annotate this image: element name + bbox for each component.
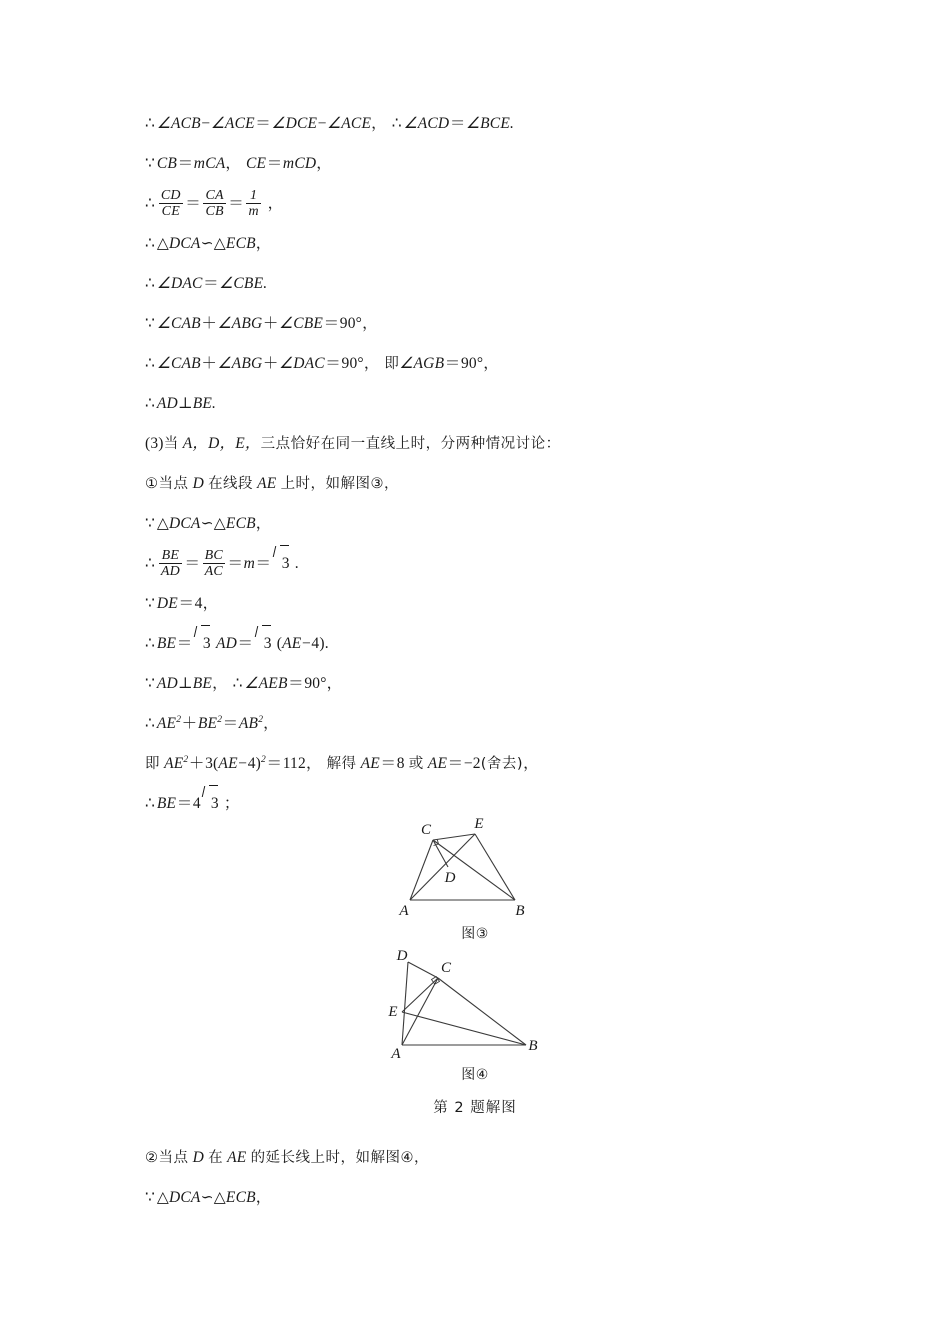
therefore-symbol-2: ∴ — [391, 115, 402, 132]
ae-solution-2: −2 — [463, 755, 481, 772]
vertex-label-C: C — [440, 960, 452, 976]
vertex-label-B: B — [515, 903, 525, 917]
therefore-symbol-8: ∴ — [145, 555, 155, 572]
rejected-cn: (舍去) — [480, 756, 524, 772]
case1-cn-2: 在线段 — [208, 476, 254, 492]
be-final-coeff: 4 — [192, 795, 201, 812]
figure-4-diagram — [380, 950, 570, 1060]
solution-text-bottom — [145, 1138, 815, 1218]
part3-heading-vars: A，D，E， — [182, 435, 261, 452]
fraction-bc-ac: $\frac{BC}{AC}$ — [204, 547, 223, 580]
case1-heading — [145, 464, 815, 504]
therefore-symbol: ∴ — [145, 115, 155, 132]
case2-heading — [145, 1138, 815, 1178]
proof-line-7: ∴ ∠CAB＋∠ABG＋∠DAC＝90°， 即∠AGB＝90°， — [145, 355, 500, 372]
coefficient-3: 3 — [205, 755, 214, 772]
segment-EB — [402, 1012, 526, 1045]
because-symbol-5: ∵ — [145, 675, 155, 692]
figure-4-caption: 图④ — [461, 1067, 489, 1083]
therefore-symbol-10: ∴ — [232, 675, 243, 692]
case2-var-d: D — [192, 1149, 204, 1166]
therefore-symbol-5: ∴ — [145, 275, 155, 292]
figure-group-label: 第 2 题解图 — [433, 1100, 517, 1116]
case1-line-similar: ∵ △DCA∽△ECB， — [145, 515, 273, 532]
segment-CD — [433, 840, 448, 867]
vertex-label-A: A — [391, 1046, 401, 1060]
proof-line-8: ∴ AD⊥BE. — [145, 395, 217, 412]
because-symbol-3: ∵ — [145, 515, 155, 532]
vertex-label-E: E — [474, 816, 484, 832]
proof-line-2: ∵ CB＝mCA， CE＝mCD， — [145, 155, 333, 172]
segment-AE — [410, 834, 475, 900]
case1-cn-3: 上时，如解图③， — [280, 476, 400, 492]
sqrt-3: 3 — [273, 544, 290, 584]
case2-cn-2: 在 — [208, 1150, 224, 1166]
because-symbol: ∵ — [145, 155, 155, 172]
or-cn: 或 — [408, 756, 424, 772]
proof-line-1: ∴ ∠ACB−∠ACE＝∠DCE−∠ACE， ∴ ∠ACD＝∠BCE. — [145, 115, 515, 132]
m-variable: m — [243, 555, 256, 572]
case1-line-equation: 即 $AE^2+3(AE-4)^2=112$， 解得 AE＝8 或 AE＝−2(舍去)， — [145, 754, 540, 772]
part3-heading-cn-2: 三点恰好在同一直线上时，分两种情况讨论： — [260, 436, 561, 452]
case1-line-be-expr: ∴ BE＝ 3 AD＝ 3 (AE−4). — [145, 624, 815, 664]
case1-line-pythagoras: ∴ $AE^2+BE^2=AB^2$， — [145, 714, 280, 732]
case2-var-ae: AE — [227, 1149, 247, 1166]
vertex-label-B: B — [528, 1038, 538, 1054]
case2-cn-1: 当点 — [158, 1150, 189, 1166]
fraction-ca-cb: $\frac{CA}{CB}$ — [205, 187, 224, 220]
proof-line-4-similarity: ∴ △DCA∽△ECB， — [145, 235, 273, 252]
case2-cn-3: 的延长线上时，如解图④， — [250, 1150, 430, 1166]
segment-EB — [475, 834, 515, 900]
figure-4-block — [0, 950, 950, 1084]
case1-var-d: D — [192, 475, 204, 492]
angle-90-value: 90° — [304, 675, 327, 692]
ae-solution-1: 8 — [396, 755, 405, 772]
sqrt-3-c: 3 — [255, 624, 272, 664]
therefore-symbol-4: ∴ — [145, 235, 155, 252]
segment-CE — [433, 834, 475, 840]
fraction-cd-ce: $\frac{CD}{CE}$ — [160, 187, 181, 220]
constant-112: 112 — [282, 755, 306, 772]
because-symbol-4: ∵ — [145, 595, 155, 612]
therefore-symbol-9: ∴ — [145, 635, 155, 652]
segment-AD — [402, 962, 408, 1045]
sqrt-3-b: 3 — [194, 624, 211, 664]
part3-heading — [145, 424, 815, 464]
solve-cn: 解得 — [326, 756, 357, 772]
vertex-label-A: A — [399, 903, 409, 917]
case2-label: ② — [145, 1150, 159, 1166]
figure-3-block — [0, 812, 950, 943]
case1-line-de: ∵ DE＝4， — [145, 595, 220, 612]
therefore-symbol-3: ∴ — [145, 195, 155, 212]
case2-line-similar: ∵ △DCA∽△ECB， — [145, 1189, 273, 1206]
part3-heading-cn-1: 当 — [163, 436, 179, 452]
proof-line-5: ∴ ∠DAC＝∠CBE. — [145, 275, 268, 292]
vertex-label-D: D — [396, 950, 408, 964]
sqrt-3-d: 3 — [202, 784, 219, 824]
vertex-label-C: C — [420, 822, 432, 838]
figure-3-caption: 图③ — [461, 926, 489, 942]
de-value: 4 — [194, 595, 203, 612]
case1-label: ① — [145, 476, 159, 492]
case1-line-be-final: ∴ BE＝4 3 ； — [145, 784, 815, 824]
case1-line-perp: ∵ AD⊥BE， ∴ ∠AEB＝90°， — [145, 675, 344, 692]
segment-EC — [402, 978, 438, 1012]
proof-line-3-ratio: ∴ $\frac{CD}{CE}$ ＝ $\frac{CA}{CB}$ ＝ $\frac{1}{m}$ ， — [145, 187, 285, 220]
therefore-symbol-11: ∴ — [145, 715, 155, 732]
therefore-symbol-7: ∴ — [145, 395, 155, 412]
case1-cn-1: 当点 — [158, 476, 189, 492]
because-symbol-2: ∵ — [145, 315, 155, 332]
because-symbol-6: ∵ — [145, 1189, 155, 1206]
segment-AC — [402, 978, 438, 1045]
vertex-label-D: D — [444, 870, 456, 886]
vertex-label-E: E — [388, 1004, 398, 1020]
solution-text-body — [145, 104, 815, 824]
case1-var-ae: AE — [257, 475, 277, 492]
fraction-one-m: $\frac{1}{m}$ — [248, 187, 259, 220]
therefore-symbol-6: ∴ — [145, 355, 155, 372]
part3-label: (3) — [145, 435, 164, 452]
fraction-be-ad: $\frac{BE}{AD}$ — [160, 547, 180, 580]
segment-AC — [410, 840, 433, 900]
proof-line-6: ∵ ∠CAB＋∠ABG＋∠CBE＝90°， — [145, 315, 379, 332]
case1-line-ratio: ∴ $\frac{BE}{AD}$ ＝ $\frac{BC}{AC}$ ＝m＝ 3 . — [145, 544, 815, 584]
figure-3-diagram — [380, 812, 570, 917]
figure-group-label-block — [0, 1096, 950, 1117]
segment-DC — [408, 962, 438, 978]
segment-CB — [438, 978, 526, 1045]
semicolon: ； — [223, 795, 241, 812]
therefore-symbol-12: ∴ — [145, 795, 155, 812]
